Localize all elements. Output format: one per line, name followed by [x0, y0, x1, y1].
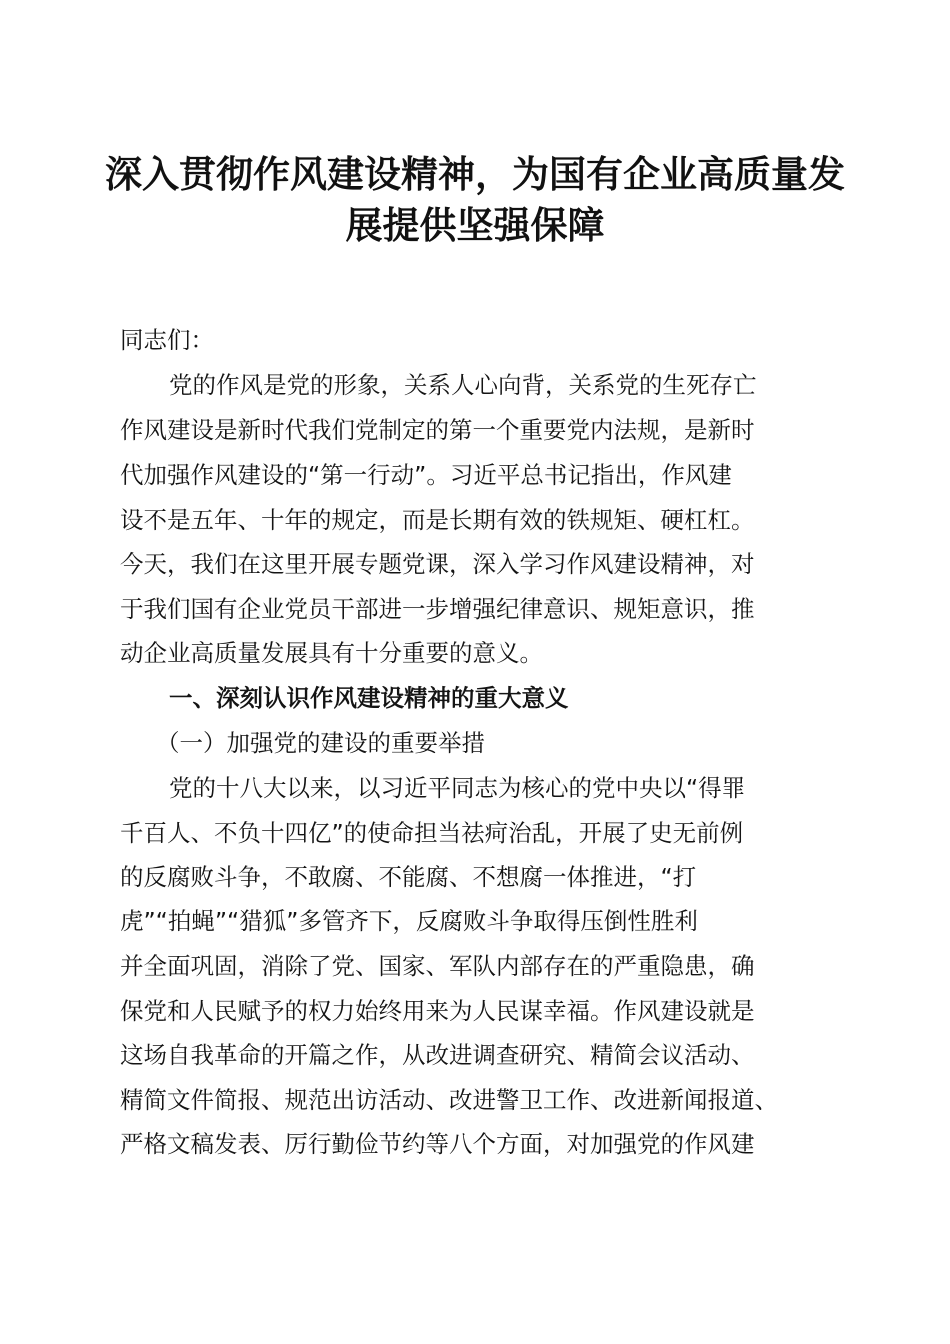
section-heading: 一、深刻认识作风建设精神的重大意义 [169, 684, 569, 712]
paragraph-2-line: 保党和人民赋予的权力始终用来为人民谋幸福。作风建设就是 [120, 997, 755, 1025]
document-title-line-1: 深入贯彻作风建设精神，为国有企业高质量发 [105, 152, 845, 196]
paragraph-2-line: 并全面巩固，消除了党、国家、军队内部存在的严重隐患，确 [120, 952, 755, 980]
paragraph-1-line: 于我们国有企业党员干部进一步增强纪律意识、规矩意识，推 [120, 595, 755, 623]
paragraph-2-line: 千百人、不负十四亿”的使命担当祛疴治乱，开展了史无前例 [120, 819, 744, 847]
document-title-line-2: 展提供坚强保障 [345, 203, 605, 247]
paragraph-2-line: 的反腐败斗争，不敢腐、不能腐、不想腐一体推进，“打 [120, 863, 697, 891]
paragraph-1-line: 今天，我们在这里开展专题党课，深入学习作风建设精神，对 [120, 550, 755, 578]
paragraph-2-line: 这场自我革命的开篇之作，从改进调查研究、精简会议活动、 [120, 1041, 755, 1069]
paragraph-2-line: 严格文稿发表、厉行勤俭节约等八个方面，对加强党的作风建 [120, 1130, 755, 1158]
paragraph-1-line: 党的作风是党的形象，关系人心向背，关系党的生死存亡 [169, 371, 757, 399]
paragraph-1-line: 动企业高质量发展具有十分重要的意义。 [120, 639, 543, 667]
salutation: 同志们： [120, 326, 214, 354]
paragraph-2-line: 党的十八大以来，以习近平同志为核心的党中央以“得罪 [169, 774, 746, 802]
paragraph-1-line: 设不是五年、十年的规定，而是长期有效的铁规矩、硬杠杠。 [120, 506, 755, 534]
paragraph-2-line: 虎”“拍蝇”“猎狐”多管齐下，反腐败斗争取得压倒性胜利 [120, 907, 698, 935]
paragraph-1-line: 作风建设是新时代我们党制定的第一个重要党内法规，是新时 [120, 416, 755, 444]
paragraph-2-line: 精简文件简报、规范出访活动、改进警卫工作、改进新闻报道、 [120, 1086, 778, 1114]
paragraph-1-line: 代加强作风建设的“第一行动”。习近平总书记指出，作风建 [120, 461, 732, 489]
subsection-heading: （一）加强党的建设的重要举措 [156, 729, 485, 757]
